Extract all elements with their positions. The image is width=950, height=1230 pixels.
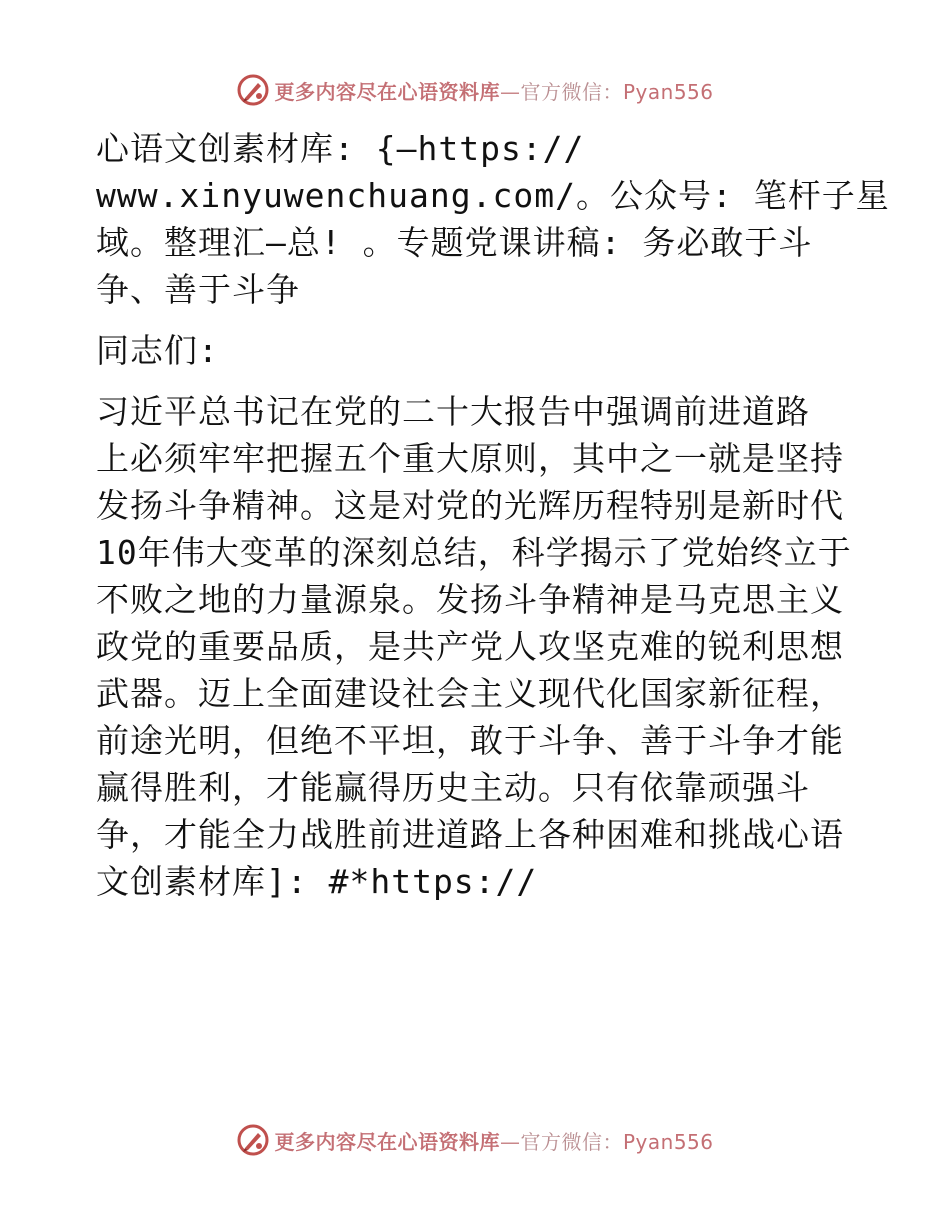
watermark-wechat: Pyan556	[622, 79, 714, 104]
document-body	[96, 125, 890, 905]
paragraph-line: 争，才能全力战胜前进道路上各种困难和挑战心语	[96, 815, 844, 854]
pen-logo-icon	[236, 1123, 270, 1157]
watermark-sub: 官方微信：	[520, 79, 623, 104]
paragraph-line: 武器。迈上全面建设社会主义现代化国家新征程，	[96, 674, 844, 713]
header-line: 争、善于斗争	[96, 270, 300, 309]
pen-logo-icon	[236, 73, 270, 107]
paragraph-line: 上必须牢牢把握五个重大原则，其中之一就是坚持	[96, 439, 844, 478]
watermark-dash: —	[499, 79, 521, 104]
watermark-dash: —	[499, 1129, 521, 1154]
watermark-text	[274, 76, 713, 105]
header-line: 心语文创素材库: {—https://	[96, 129, 585, 168]
watermark-banner-top	[0, 70, 950, 110]
watermark-banner-bottom	[0, 1120, 950, 1160]
watermark-main: 更多内容尽在心语资料库	[274, 1129, 500, 1154]
header-line: www.xinyuwenchuang.com/。公众号: 笔杆子星	[96, 176, 890, 215]
watermark-wechat: Pyan556	[622, 1129, 714, 1154]
watermark-sub: 官方微信：	[520, 1129, 623, 1154]
paragraph-line: 发扬斗争精神。这是对党的光辉历程特别是新时代	[96, 486, 844, 525]
paragraph-line: 前途光明，但绝不平坦，敢于斗争、善于斗争才能	[96, 721, 844, 760]
watermark-main: 更多内容尽在心语资料库	[274, 79, 500, 104]
paragraph-line: 赢得胜利，才能赢得历史主动。只有依靠顽强斗	[96, 768, 810, 807]
paragraph-line: 文创素材库]: #*https://	[96, 862, 538, 901]
paragraph-line: 政党的重要品质，是共产党人攻坚克难的锐利思想	[96, 627, 844, 666]
header-line: 域。整理汇—总! 。专题党课讲稿: 务必敢于斗	[96, 223, 813, 262]
paragraph-line: 习近平总书记在党的二十大报告中强调前进道路	[96, 392, 810, 431]
watermark-text	[274, 1126, 713, 1155]
paragraph-line: 不败之地的力量源泉。发扬斗争精神是马克思主义	[96, 580, 844, 619]
salutation: 同志们:	[96, 331, 219, 370]
paragraph-line: 10年伟大变革的深刻总结，科学揭示了党始终立于	[96, 533, 852, 572]
